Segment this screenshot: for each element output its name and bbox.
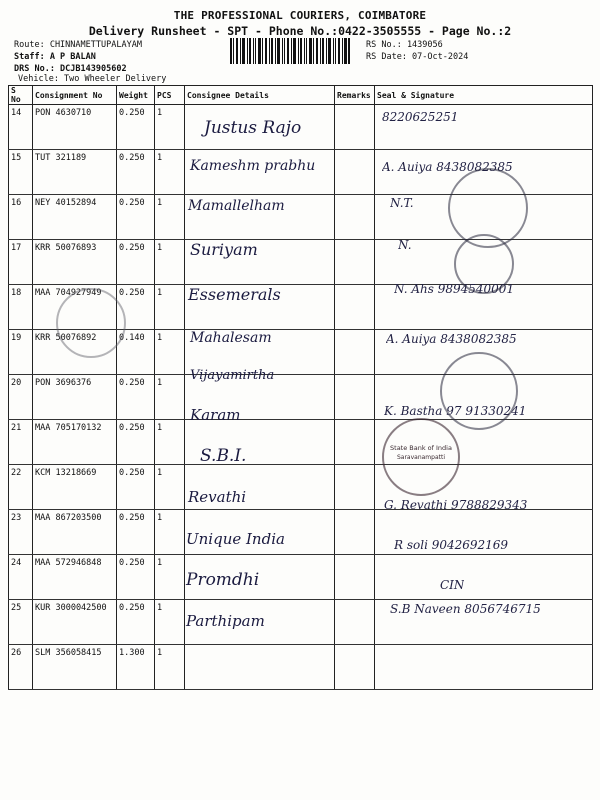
row-weight: 0.250: [117, 195, 155, 240]
row-signature-cell: [375, 645, 593, 690]
row-pcs: 1: [155, 420, 185, 465]
consignee-handwriting: Karam: [190, 406, 241, 424]
staff-label: Staff: A P BALAN: [14, 52, 96, 62]
row-weight: 0.250: [117, 150, 155, 195]
row-weight: 0.250: [117, 105, 155, 150]
row-weight: 0.250: [117, 465, 155, 510]
consignee-handwriting: Revathi: [188, 488, 247, 506]
signature-handwriting: G. Revathi 9788829343: [384, 498, 528, 512]
row-pcs: 1: [155, 600, 185, 645]
consignee-handwriting: Parthipam: [186, 612, 265, 630]
row-consignee-cell: [185, 645, 335, 690]
col-weight: Weight: [117, 86, 155, 105]
row-consignment-no: MAA 704927949: [33, 285, 117, 330]
row-sno: 21: [9, 420, 33, 465]
col-remarks: Remarks: [335, 86, 375, 105]
row-weight: 0.250: [117, 375, 155, 420]
barcode-image: [230, 38, 350, 64]
col-signature: Seal & Signature: [375, 86, 593, 105]
consignee-handwriting: Mamallelham: [188, 198, 285, 214]
row-sno: 23: [9, 510, 33, 555]
document-title: THE PROFESSIONAL COURIERS, COIMBATORE: [173, 9, 427, 22]
signature-handwriting: K. Bastha 97 91330241: [384, 404, 527, 418]
row-pcs: 1: [155, 240, 185, 285]
rs-number: RS No.: 1439056: [366, 40, 443, 50]
row-pcs: 1: [155, 150, 185, 195]
row-remarks-cell: [335, 240, 375, 285]
row-remarks-cell: [335, 510, 375, 555]
row-consignment-no: PON 4630710: [33, 105, 117, 150]
row-weight: 0.250: [117, 510, 155, 555]
round-seal-stamp: [440, 352, 518, 430]
signature-handwriting: N.T.: [390, 196, 414, 210]
rs-date: RS Date: 07-Oct-2024: [366, 52, 469, 62]
row-consignment-no: MAA 705170132: [33, 420, 117, 465]
faint-seal-stamp: [56, 288, 126, 358]
signature-handwriting: A. Auiya 8438082385: [382, 160, 513, 174]
row-remarks-cell: [335, 105, 375, 150]
row-consignment-no: MAA 572946848: [33, 555, 117, 600]
row-weight: 0.140: [117, 330, 155, 375]
col-sno: S No: [9, 86, 33, 105]
round-seal-stamp: [454, 234, 514, 294]
table-row: [9, 555, 593, 600]
document-subtitle: Delivery Runsheet - SPT - Phone No.:0422-3505555 - Page No.:2: [88, 24, 512, 38]
consignee-handwriting: Vijayamirtha: [190, 368, 275, 383]
row-pcs: 1: [155, 645, 185, 690]
row-remarks-cell: [335, 195, 375, 240]
row-consignment-no: KUR 3000042500: [33, 600, 117, 645]
consignee-handwriting: Mahalesam: [190, 330, 272, 346]
consignee-handwriting: Unique India: [186, 530, 285, 548]
col-pcs: PCS: [155, 86, 185, 105]
row-sno: 17: [9, 240, 33, 285]
row-pcs: 1: [155, 285, 185, 330]
row-consignment-no: KRR 50076893: [33, 240, 117, 285]
row-sno: 20: [9, 375, 33, 420]
signature-handwriting: CIN: [440, 578, 465, 592]
signature-handwriting: N. Ahs 9894540001: [394, 282, 515, 296]
row-pcs: 1: [155, 510, 185, 555]
row-remarks-cell: [335, 600, 375, 645]
row-remarks-cell: [335, 285, 375, 330]
consignee-handwriting: Promdhi: [186, 570, 260, 590]
row-remarks-cell: [335, 330, 375, 375]
vehicle-label: Vehicle: Two Wheeler Delivery: [18, 74, 167, 84]
signature-handwriting: N.: [398, 238, 412, 252]
consignee-handwriting: Suriyam: [190, 240, 258, 259]
row-sno: 25: [9, 600, 33, 645]
row-remarks-cell: [335, 150, 375, 195]
col-consignee: Consignee Details: [185, 86, 335, 105]
consignee-handwriting: S.B.I.: [200, 446, 247, 466]
row-remarks-cell: [335, 645, 375, 690]
signature-handwriting: A. Auiya 8438082385: [386, 332, 517, 346]
row-pcs: 1: [155, 105, 185, 150]
row-pcs: 1: [155, 465, 185, 510]
row-sno: 24: [9, 555, 33, 600]
bank-name: State Bank of India: [390, 444, 452, 452]
row-remarks-cell: [335, 420, 375, 465]
table-row: [9, 645, 593, 690]
row-remarks-cell: [335, 555, 375, 600]
table-row: [9, 420, 593, 465]
row-weight: 0.250: [117, 420, 155, 465]
bank-branch: Saravanampatti: [396, 454, 446, 461]
row-consignment-no: SLM 356058415: [33, 645, 117, 690]
row-consignment-no: KRR 50076892: [33, 330, 117, 375]
row-consignment-no: PON 3696376: [33, 375, 117, 420]
signature-handwriting: 8220625251: [382, 110, 459, 124]
row-pcs: 1: [155, 375, 185, 420]
consignee-handwriting: Essemerals: [188, 285, 281, 304]
row-pcs: 1: [155, 555, 185, 600]
consignee-handwriting: Justus Rajo: [204, 118, 302, 138]
row-pcs: 1: [155, 195, 185, 240]
row-consignment-no: KCM 13218669: [33, 465, 117, 510]
row-weight: 0.250: [117, 285, 155, 330]
row-remarks-cell: [335, 375, 375, 420]
row-sno: 19: [9, 330, 33, 375]
row-signature-cell: [375, 555, 593, 600]
row-consignment-no: TUT 321189: [33, 150, 117, 195]
row-weight: 0.250: [117, 555, 155, 600]
row-weight: 0.250: [117, 240, 155, 285]
row-consignment-no: NEY 40152894: [33, 195, 117, 240]
table-header-row: [9, 86, 593, 105]
row-sno: 22: [9, 465, 33, 510]
row-weight: 1.300: [117, 645, 155, 690]
col-consignment: Consignment No: [33, 86, 117, 105]
row-sno: 16: [9, 195, 33, 240]
row-sno: 14: [9, 105, 33, 150]
signature-handwriting: R soli 9042692169: [394, 538, 509, 552]
row-sno: 18: [9, 285, 33, 330]
row-consignment-no: MAA 867203500: [33, 510, 117, 555]
signature-handwriting: S.B Naveen 8056746715: [390, 602, 541, 616]
row-remarks-cell: [335, 465, 375, 510]
consignee-handwriting: Kameshm prabhu: [190, 158, 316, 174]
row-weight: 0.250: [117, 600, 155, 645]
row-sno: 15: [9, 150, 33, 195]
route-label: Route: CHINNAMETTUPALAYAM: [14, 40, 142, 50]
row-sno: 26: [9, 645, 33, 690]
drs-number: DRS No.: DCJB143905602: [14, 64, 127, 74]
bank-seal-stamp: [382, 418, 460, 496]
row-pcs: 1: [155, 330, 185, 375]
